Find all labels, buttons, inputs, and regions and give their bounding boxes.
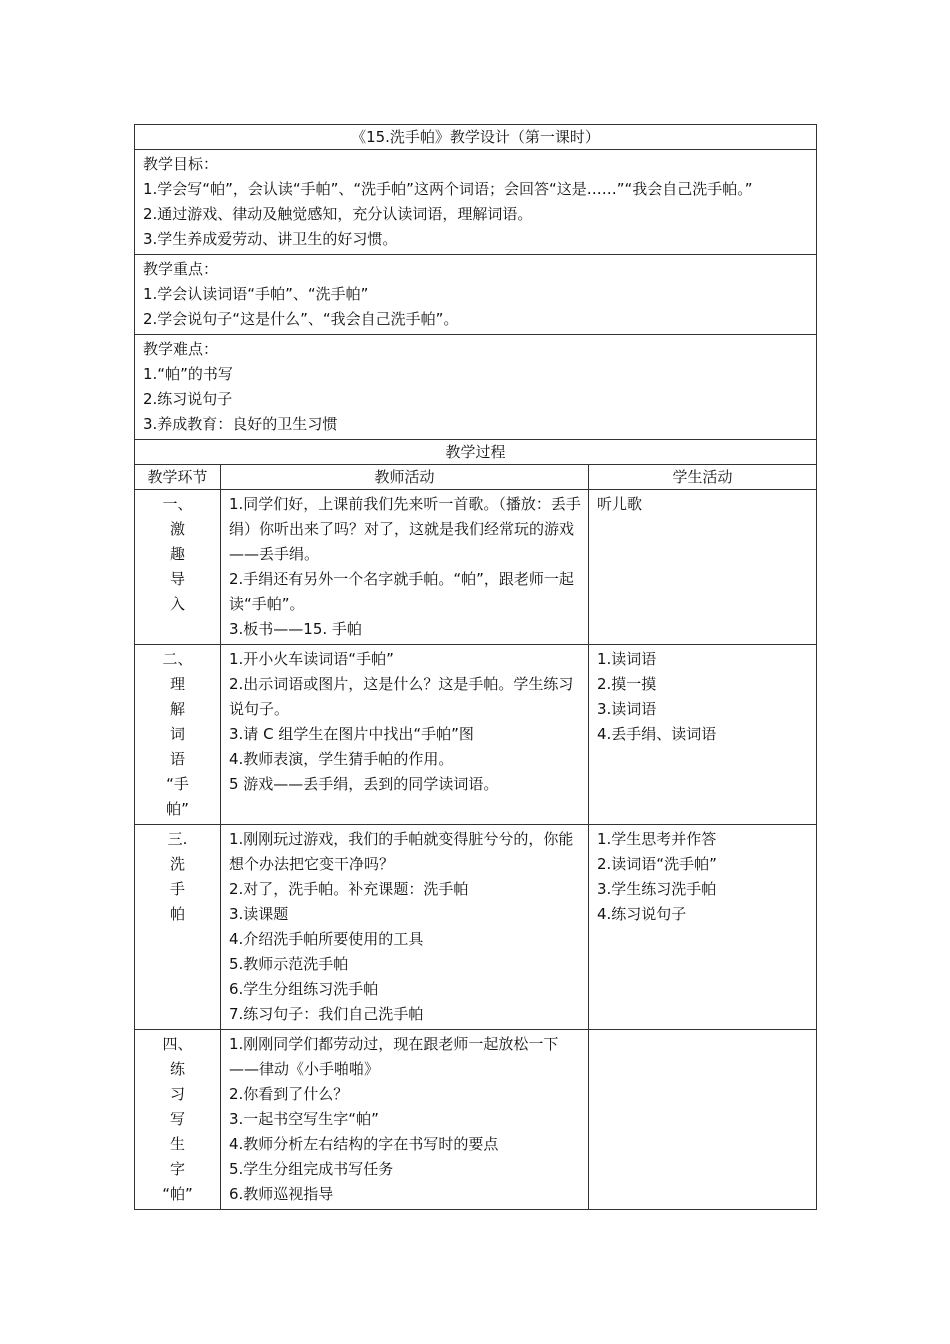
student-activity-line: 1.学生思考并作答 xyxy=(597,830,717,848)
stage-char: 二、 xyxy=(162,650,193,668)
teacher-activity-line: 1.刚刚玩过游戏，我们的手帕就变得脏兮兮的，你能想个办法把它变干净吗？ xyxy=(229,830,574,873)
goal-line: 3.学生养成爱劳动、讲卫生的好习惯。 xyxy=(143,230,398,248)
stage-char: 导 xyxy=(169,570,185,588)
teacher-activity-line: 3.读课题 xyxy=(229,905,289,923)
stage-char: 生 xyxy=(169,1135,185,1153)
stage-cell xyxy=(135,825,221,1030)
stage-cell xyxy=(135,645,221,825)
difficulties-cell xyxy=(135,335,817,440)
keypoints-cell xyxy=(135,255,817,335)
stage-char: 语 xyxy=(169,750,185,768)
teacher-activity-line: 2.出示词语或图片，这是什么？这是手帕。学生练习说句子。 xyxy=(229,675,574,718)
stage-char: 趣 xyxy=(169,545,185,563)
stage-char: 词 xyxy=(169,725,185,743)
teacher-activity-line: 4.介绍洗手帕所要使用的工具 xyxy=(229,930,424,948)
teacher-activity-line: 2.对了，洗手帕。补充课题：洗手帕 xyxy=(229,880,469,898)
teacher-activity-line: 3.一起书空写生字“帕” xyxy=(229,1110,379,1128)
teacher-activity-line: 4.教师分析左右结构的字在书写时的要点 xyxy=(229,1135,499,1153)
difficulty-line: 2.练习说句子 xyxy=(143,390,233,408)
teacher-activity-line: 2.你看到了什么？ xyxy=(229,1085,349,1103)
student-activity-line: 4.练习说句子 xyxy=(597,905,687,923)
process-row xyxy=(135,1030,817,1210)
title-row xyxy=(135,125,817,150)
stage-char: 帕” xyxy=(166,800,189,818)
keypoints-heading: 教学重点： xyxy=(143,260,219,278)
stage-char: 手 xyxy=(169,880,185,898)
difficulty-line: 3.养成教育：良好的卫生习惯 xyxy=(143,415,338,433)
teacher-activity-line: 3.板书——15. 手帕 xyxy=(229,620,362,638)
process-row xyxy=(135,645,817,825)
teacher-activity-line: 2.手绢还有另外一个名字就手帕。“帕”，跟老师一起读“手帕”。 xyxy=(229,570,574,613)
teacher-activity-line: 5.学生分组完成书写任务 xyxy=(229,1160,394,1178)
goal-line: 2.通过游戏、律动及触觉感知，充分认读词语，理解词语。 xyxy=(143,205,533,223)
keypoint-line: 1.学会认读词语“手帕”、“洗手帕” xyxy=(143,285,369,303)
teacher-activity-line: 1.同学们好，上课前我们先来听一首歌。（播放：丢手绢）你听出来了吗？对了，这就是我们经常玩的游戏——丢手绢。 xyxy=(229,495,581,563)
stage-char: 写 xyxy=(169,1110,185,1128)
student-activity-line: 4.丢手绢、读词语 xyxy=(597,725,717,743)
teacher-activity-line: 1.刚刚同学们都劳动过，现在跟老师一起放松一下——律动《小手啪啪》 xyxy=(229,1035,559,1078)
goal-line: 1.学会写“帕”，会认读“手帕”、“洗手帕”这两个词语；会回答“这是……”“我会自己洗手帕。” xyxy=(143,180,753,198)
process-row xyxy=(135,490,817,645)
student-activity-line: 2.读词语“洗手帕” xyxy=(597,855,717,873)
student-activity-line: 3.学生练习洗手帕 xyxy=(597,880,717,898)
teacher-activity-line: 6.学生分组练习洗手帕 xyxy=(229,980,379,998)
stage-char: 激 xyxy=(169,520,185,538)
stage-char: 理 xyxy=(169,675,185,693)
teacher-activity-line: 5.教师示范洗手帕 xyxy=(229,955,349,973)
keypoint-line: 2.学会说句子“这是什么”、“我会自己洗手帕”。 xyxy=(143,310,459,328)
student-activity-line: 1.读词语 xyxy=(597,650,657,668)
stage-char: 习 xyxy=(169,1085,185,1103)
stage-char: 练 xyxy=(169,1060,185,1078)
teacher-activity-line: 3.请 C 组学生在图片中找出“手帕”图 xyxy=(229,725,474,743)
teacher-activity-line: 4.教师表演，学生猜手帕的作用。 xyxy=(229,750,454,768)
teacher-activity-line: 5 游戏——丢手绢，丢到的同学读词语。 xyxy=(229,775,499,793)
stage-char: “手 xyxy=(166,775,189,793)
lesson-plan-document xyxy=(134,124,816,1210)
stage-char: “帕” xyxy=(162,1185,193,1203)
teacher-activity-line: 1.开小火车读词语“手帕” xyxy=(229,650,394,668)
stage-char: 四、 xyxy=(162,1035,193,1053)
column-header-stage: 教学环节 xyxy=(135,465,221,490)
teacher-activity-line: 7.练习句子：我们自己洗手帕 xyxy=(229,1005,424,1023)
document-title: 《15.洗手帕》教学设计（第一课时） xyxy=(135,125,817,150)
stage-char: 洗 xyxy=(169,855,185,873)
student-activity-cell xyxy=(589,825,817,1030)
stage-char: 字 xyxy=(169,1160,185,1178)
stage-char: 一、 xyxy=(162,495,193,513)
teacher-activity-cell xyxy=(221,1030,589,1210)
difficulties-row xyxy=(135,335,817,440)
column-header-teacher: 教师活动 xyxy=(221,465,589,490)
goals-heading: 教学目标： xyxy=(143,155,219,173)
stage-cell xyxy=(135,1030,221,1210)
student-activity-line: 3.读词语 xyxy=(597,700,657,718)
stage-char: 帕 xyxy=(169,905,185,923)
stage-char: 入 xyxy=(169,595,185,613)
process-row xyxy=(135,825,817,1030)
teacher-activity-cell xyxy=(221,645,589,825)
lesson-plan-table xyxy=(134,124,817,1210)
difficulties-heading: 教学难点： xyxy=(143,340,219,358)
teacher-activity-line: 6.教师巡视指导 xyxy=(229,1185,334,1203)
stage-char: 三. xyxy=(167,830,188,848)
student-activity-cell xyxy=(589,490,817,645)
column-header-row xyxy=(135,465,817,490)
difficulty-line: 1.“帕”的书写 xyxy=(143,365,233,383)
student-activity-cell xyxy=(589,1030,817,1210)
column-header-student: 学生活动 xyxy=(589,465,817,490)
teacher-activity-cell xyxy=(221,490,589,645)
student-activity-line: 听儿歌 xyxy=(597,495,643,513)
process-heading-row xyxy=(135,440,817,465)
process-heading: 教学过程 xyxy=(135,440,817,465)
goals-cell xyxy=(135,150,817,255)
stage-char: 解 xyxy=(169,700,185,718)
teacher-activity-cell xyxy=(221,825,589,1030)
keypoints-row xyxy=(135,255,817,335)
student-activity-line: 2.摸一摸 xyxy=(597,675,657,693)
goals-row xyxy=(135,150,817,255)
student-activity-cell xyxy=(589,645,817,825)
stage-cell xyxy=(135,490,221,645)
